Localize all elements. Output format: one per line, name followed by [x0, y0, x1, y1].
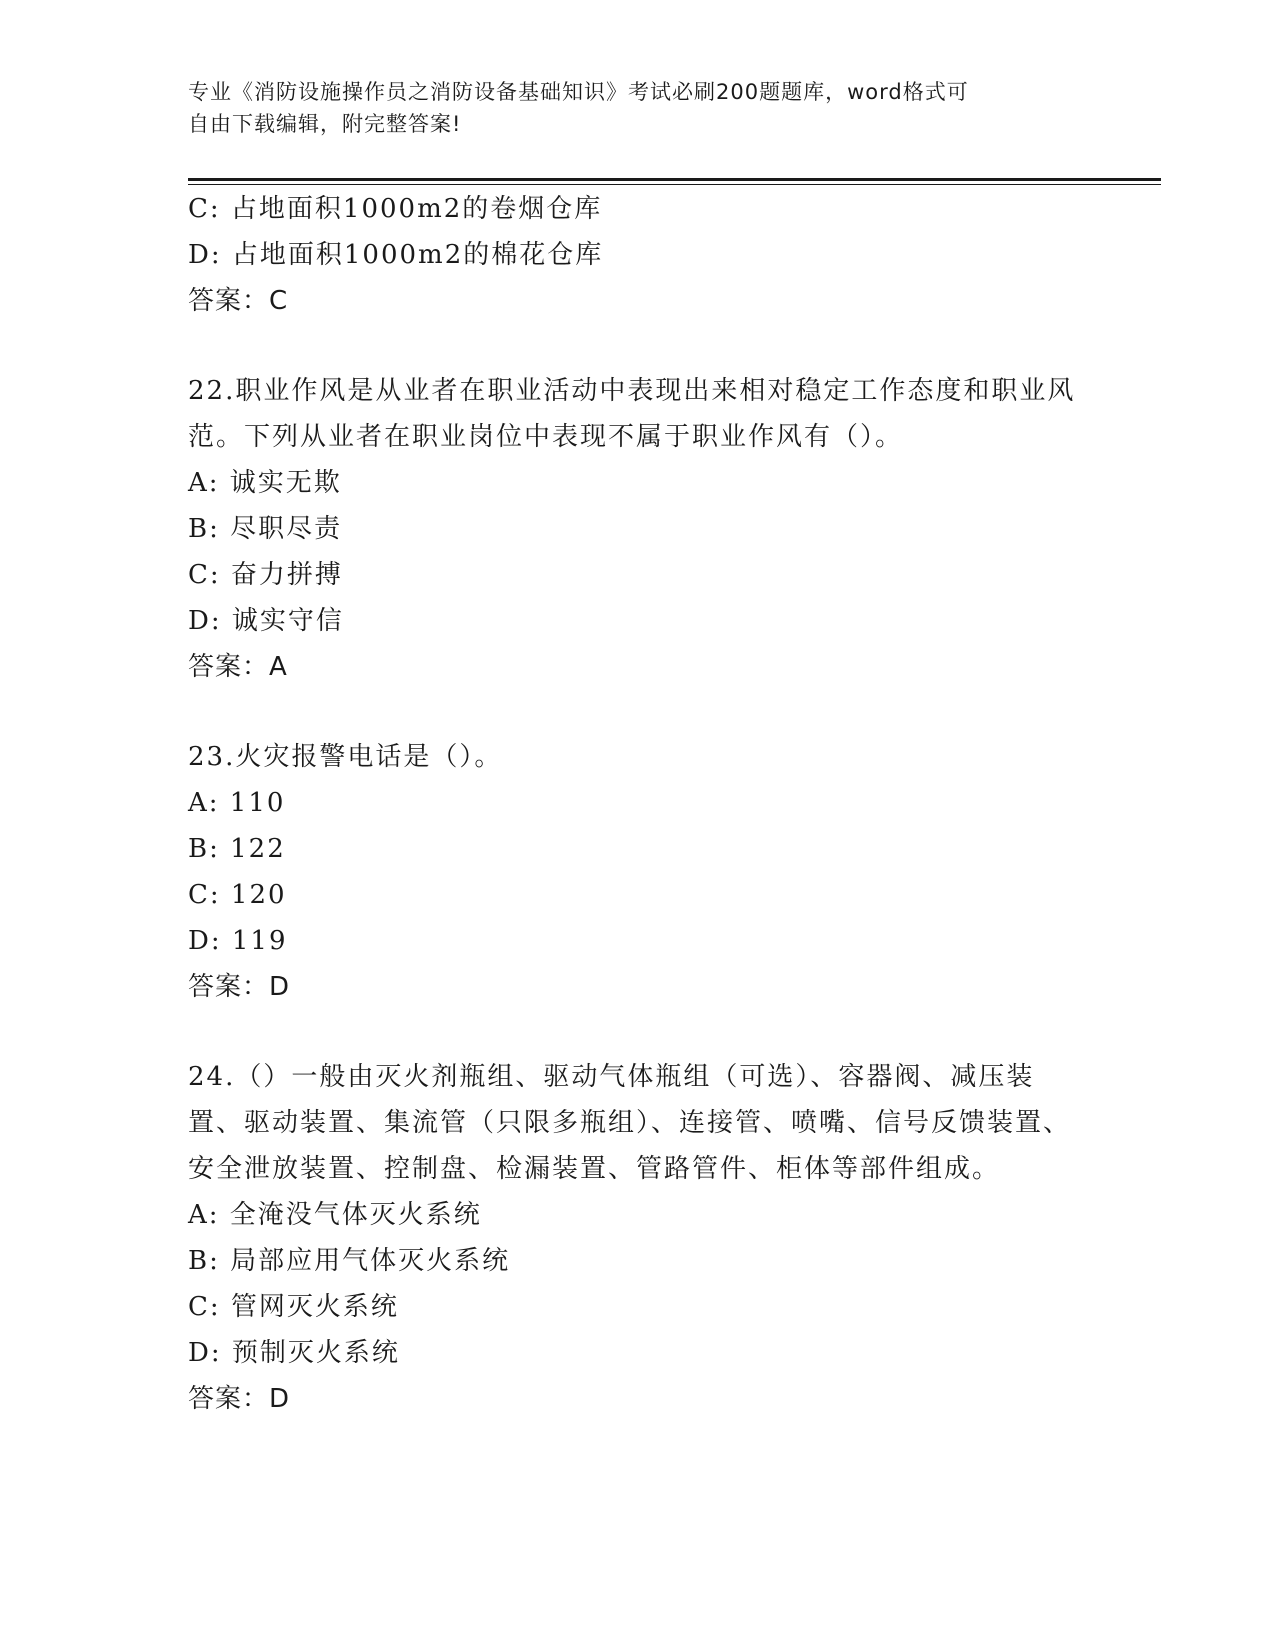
option-d: D: 预制灭火系统	[188, 1338, 400, 1368]
question-text: 23.火灾报警电话是（）。	[188, 742, 503, 772]
question-22	[188, 368, 1088, 690]
option-d: D: 119	[188, 926, 288, 956]
option-a: A: 110	[188, 788, 286, 818]
option-b: B: 尽职尽责	[188, 514, 343, 544]
header-line-1: 专业《消防设施操作员之消防设备基础知识》考试必刷200题题库，word格式可	[188, 80, 969, 104]
option-b: B: 122	[188, 834, 286, 864]
document-header	[188, 76, 1088, 140]
answer-line: 答案：A	[188, 652, 288, 682]
answer-line: 答案：D	[188, 1384, 291, 1414]
option-c: C: 120	[188, 880, 287, 910]
option-c: C: 管网灭火系统	[188, 1292, 399, 1322]
question-21-continued	[188, 186, 1088, 324]
question-23	[188, 734, 1088, 1010]
answer-line: 答案：D	[188, 972, 291, 1002]
option-a: A: 诚实无欺	[188, 468, 342, 498]
option-c: C: 占地面积1000m2的卷烟仓库	[188, 194, 603, 224]
option-a: A: 全淹没气体灭火系统	[188, 1200, 482, 1230]
question-24	[188, 1054, 1088, 1422]
question-list	[188, 186, 1088, 1422]
option-c: C: 奋力拼搏	[188, 560, 343, 590]
option-b: B: 局部应用气体灭火系统	[188, 1246, 511, 1276]
header-line-2: 自由下载编辑，附完整答案!	[188, 112, 462, 136]
question-text: 24.（）一般由灭火剂瓶组、驱动气体瓶组（可选）、容器阀、减压装置、驱动装置、集流管（只限多瓶组）、连接管、喷嘴、信号反馈装置、安全泄放装置、控制盘、检漏装置、管路管件、柜体等部件组成。	[188, 1062, 1072, 1184]
header-divider-thick	[188, 178, 1161, 181]
option-d: D: 占地面积1000m2的棉花仓库	[188, 240, 604, 270]
option-d: D: 诚实守信	[188, 606, 344, 636]
answer-line: 答案：C	[188, 286, 289, 316]
question-text: 22.职业作风是从业者在职业活动中表现出来相对稳定工作态度和职业风范。下列从业者在职业岗位中表现不属于职业作风有（）。	[188, 376, 1076, 452]
header-divider-thin	[188, 184, 1161, 185]
